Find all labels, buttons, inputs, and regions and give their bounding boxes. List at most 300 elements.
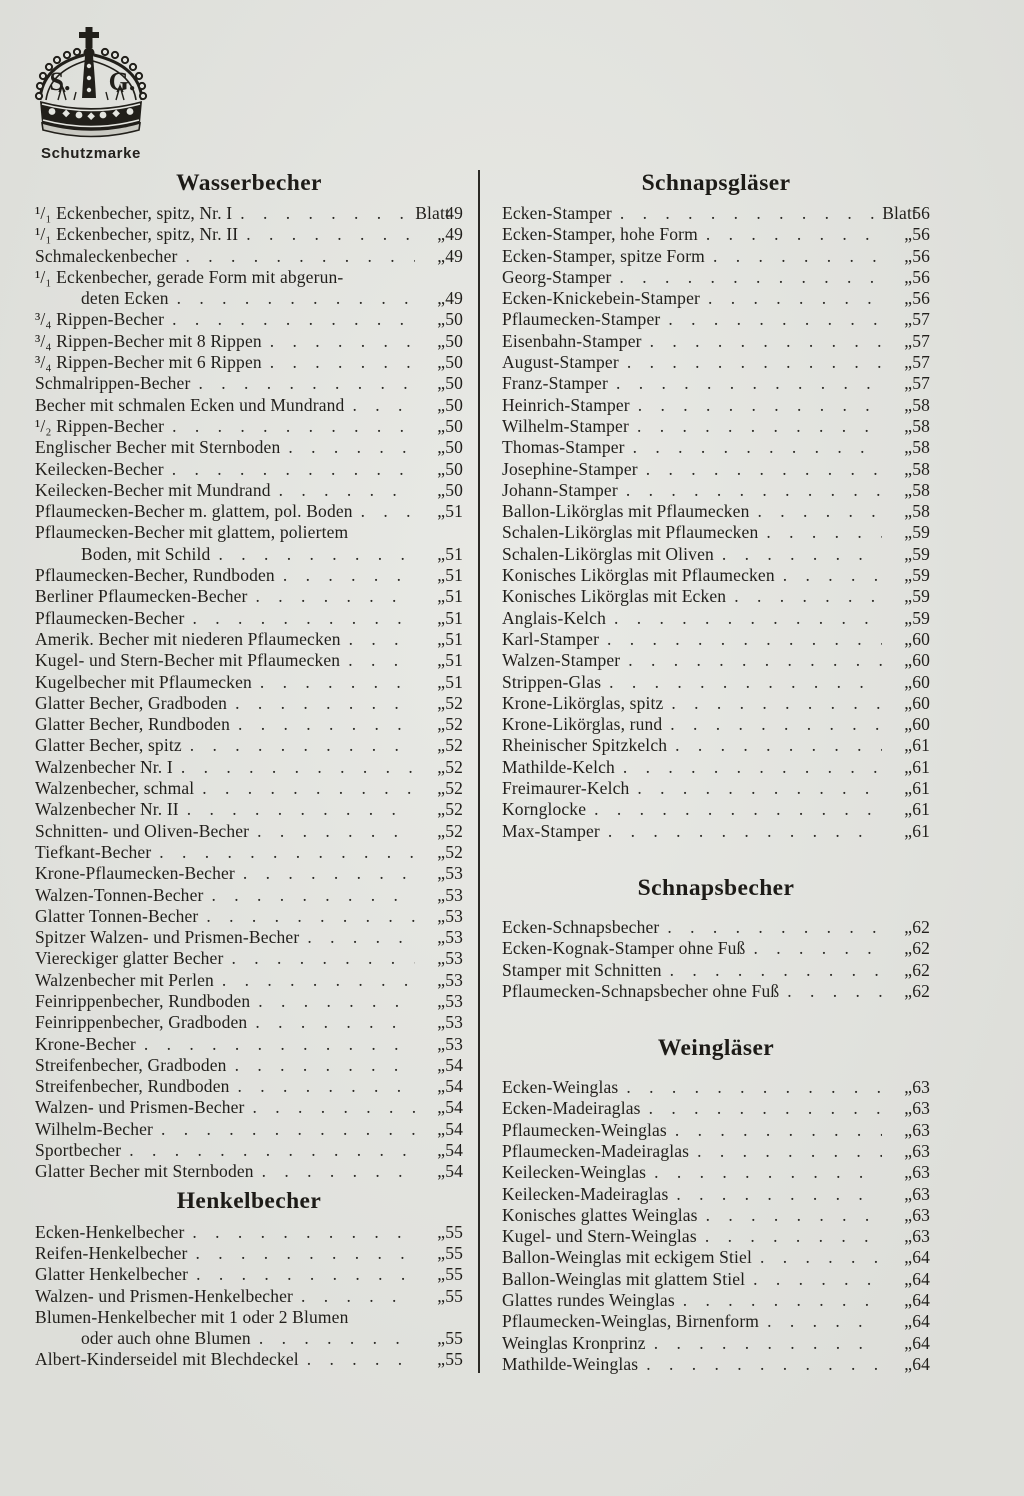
ditto-mark: „	[437, 1076, 446, 1097]
toc-row	[35, 373, 463, 394]
dot-leader	[245, 1097, 416, 1118]
dot-leader	[227, 693, 415, 714]
page-number: 50	[445, 373, 463, 394]
dot-leader	[638, 459, 882, 480]
ditto-mark: „	[437, 990, 446, 1011]
ditto-mark: „	[904, 1247, 913, 1268]
page-number: 57	[912, 373, 930, 394]
toc-item-label: Schalen-Likörglas mit Oliven	[502, 543, 714, 564]
section-heading: Schnapsgläser	[641, 170, 791, 196]
dot-leader	[612, 267, 883, 288]
toc-row	[35, 885, 463, 906]
ditto-mark: „	[904, 1204, 913, 1225]
dot-leader	[210, 544, 415, 565]
toc-row	[502, 693, 930, 714]
toc-item-label: Mathilde-Kelch	[502, 756, 615, 777]
page-number: 50	[445, 309, 463, 330]
page-number: 61	[912, 820, 930, 841]
ditto-mark: „	[904, 959, 913, 980]
toc-row	[35, 948, 463, 969]
ditto-mark: „	[904, 1077, 913, 1098]
dot-leader	[700, 288, 882, 309]
section-heading: Schnapsbecher	[637, 874, 795, 901]
page-number: 56	[912, 224, 930, 245]
toc-item-label: Keilecken-Becher	[35, 458, 164, 479]
toc-row	[502, 1120, 930, 1141]
toc-row	[35, 480, 463, 501]
toc-item-label: Schmalrippen-Becher	[35, 373, 191, 394]
ditto-mark: „	[437, 458, 446, 479]
dot-leader	[630, 395, 882, 416]
toc-row	[502, 565, 930, 586]
toc-item-label: Konisches Likörglas mit Pflaumecken	[502, 565, 775, 586]
page-number: 50	[445, 330, 463, 351]
toc-row	[35, 1328, 463, 1349]
page-number: 51	[445, 628, 463, 649]
toc-row	[35, 331, 463, 352]
toc-item-label: Ecken-Weinglas	[502, 1077, 619, 1098]
toc-item-label: ¹/₂ Rippen-Becher	[35, 415, 165, 436]
toc-row	[35, 906, 463, 927]
ditto-mark: „	[437, 565, 446, 586]
toc-row	[502, 1333, 930, 1354]
toc-item-label: Ecken-Knickebein-Stamper	[502, 288, 700, 309]
page-number: 59	[912, 586, 930, 607]
toc-item-label: Streifenbecher, Rundboden	[35, 1076, 230, 1097]
toc-item-label: Walzenbecher, schmal	[35, 778, 195, 799]
toc-item-label: Glatter Becher, Gradboden	[35, 692, 228, 713]
ditto-mark: „	[437, 373, 446, 394]
dot-leader	[698, 1205, 883, 1226]
toc-row	[35, 1161, 463, 1182]
dot-leader	[121, 1140, 415, 1161]
dot-leader	[184, 1222, 415, 1243]
dot-leader	[663, 693, 882, 714]
ditto-mark: „	[904, 916, 913, 937]
ditto-mark: „	[437, 1285, 446, 1306]
toc-item-label: Kornglocke	[502, 799, 587, 820]
dot-leader	[726, 586, 882, 607]
ditto-mark: „	[904, 692, 913, 713]
dot-leader	[238, 224, 415, 245]
page-number: 56	[912, 266, 930, 287]
page-number: 53	[445, 990, 463, 1011]
toc-row	[502, 714, 930, 735]
toc-item-label: ³/₄ Rippen-Becher mit 8 Rippen	[35, 330, 262, 351]
page-number: 55	[445, 1285, 463, 1306]
toc-item-label: Stamper mit Schnitten	[502, 959, 662, 980]
page-number: 53	[445, 927, 463, 948]
ditto-mark: „	[904, 778, 913, 799]
dot-leader	[749, 501, 882, 522]
toc-row	[35, 608, 463, 629]
page-number: 64	[912, 1311, 930, 1332]
ditto-mark: „	[437, 352, 446, 373]
dot-leader	[254, 1161, 416, 1182]
ditto-mark: „	[437, 479, 446, 500]
page-number: 64	[912, 1353, 930, 1374]
page-number: 60	[912, 628, 930, 649]
toc-row	[502, 629, 930, 650]
toc-row	[502, 373, 930, 394]
ditto-mark: „	[904, 938, 913, 959]
toc-row	[502, 437, 930, 458]
dot-leader	[759, 1311, 882, 1332]
toc-item-label: Glatter Henkelbecher	[35, 1264, 189, 1285]
ditto-mark: „	[904, 224, 913, 245]
dot-leader	[227, 1055, 416, 1076]
dot-leader	[247, 1012, 415, 1033]
toc-item-label: Kugel- und Stern-Becher mit Pflaumecken	[35, 650, 341, 671]
toc-row	[502, 672, 930, 693]
toc-row	[35, 778, 463, 799]
toc-item-label: Konisches Likörglas mit Ecken	[502, 586, 727, 607]
page-number: 52	[445, 778, 463, 799]
toc-item-label: Konisches glattes Weinglas	[502, 1204, 698, 1225]
toc-row	[502, 522, 930, 543]
toc-row	[35, 799, 463, 820]
dot-leader	[667, 1120, 882, 1141]
dot-leader	[251, 1328, 415, 1349]
ditto-mark: „	[904, 352, 913, 373]
ditto-mark: „	[904, 735, 913, 756]
toc-row	[35, 757, 463, 778]
page-number: 50	[445, 415, 463, 436]
toc-row	[35, 1307, 463, 1328]
toc-item-label: Reifen-Henkelbecher	[35, 1242, 188, 1263]
toc-row	[35, 267, 463, 288]
ditto-mark: „	[437, 863, 446, 884]
ditto-mark: „	[904, 1332, 913, 1353]
toc-item-label: Strippen-Glas	[502, 671, 602, 692]
page-number: 61	[912, 778, 930, 799]
dot-leader	[153, 1119, 415, 1140]
page-number: 53	[445, 1012, 463, 1033]
page-number: 52	[445, 735, 463, 756]
toc-row	[35, 352, 463, 373]
dot-leader	[248, 586, 416, 607]
dot-leader	[612, 203, 882, 224]
ditto-mark: „	[437, 1221, 446, 1242]
ditto-mark: „	[904, 373, 913, 394]
toc-item-label: Ecken-Stamper, hohe Form	[502, 224, 698, 245]
ditto-mark: „	[437, 927, 446, 948]
toc-item-label: Becher mit schmalen Ecken und Mundrand	[35, 394, 345, 415]
page-number: 57	[912, 330, 930, 351]
toc-row	[502, 501, 930, 522]
toc-row	[35, 842, 463, 863]
toc-row	[502, 395, 930, 416]
toc-row	[502, 246, 930, 267]
page-number: 55	[445, 1328, 463, 1349]
page-number: 61	[912, 735, 930, 756]
dot-leader	[262, 331, 415, 352]
toc-item-label: Pflaumecken-Becher, Rundboden	[35, 565, 275, 586]
ditto-mark: „	[437, 1328, 446, 1349]
ditto-mark: „	[437, 330, 446, 351]
page-number: 57	[912, 352, 930, 373]
toc-row	[502, 799, 930, 820]
ditto-mark: „	[904, 565, 913, 586]
toc-item-label: ¹/₁ Eckenbecher, spitz, Nr. I	[35, 203, 233, 223]
toc-item-label: Pflaumecken-Becher mit glattem, poliertem	[35, 522, 349, 543]
toc-row	[35, 1286, 463, 1307]
toc-item-label: Krone-Likörglas, rund	[502, 714, 663, 735]
toc-row	[35, 437, 463, 458]
toc-row	[35, 501, 463, 522]
page-number: 54	[445, 1097, 463, 1118]
toc-item-label: Mathilde-Weinglas	[502, 1353, 639, 1374]
page-number: 64	[912, 1247, 930, 1268]
page-number: 63	[912, 1098, 930, 1119]
page-number: 50	[445, 352, 463, 373]
dot-leader	[659, 917, 882, 938]
toc-row	[35, 288, 463, 309]
page-number: 58	[912, 501, 930, 522]
toc-row	[35, 203, 463, 224]
toc-item-label: Englischer Becher mit Sternboden	[35, 437, 281, 458]
ditto-mark: „	[437, 543, 446, 564]
page-number: 62	[912, 980, 930, 1001]
toc-item-label: deten Ecken	[81, 288, 169, 309]
toc-item-label: Boden, mit Schild	[81, 543, 211, 564]
ditto-mark: „	[437, 692, 446, 713]
page-number: 62	[912, 959, 930, 980]
dot-leader	[275, 565, 415, 586]
toc-item-label: Walzen- und Prismen-Henkelbecher	[35, 1285, 294, 1306]
page-number: 49	[445, 245, 463, 266]
toc-row	[502, 224, 930, 245]
page-number: 49	[445, 288, 463, 309]
toc-row	[35, 735, 463, 756]
toc-row	[35, 693, 463, 714]
dot-leader	[169, 288, 416, 309]
toc-row	[35, 1243, 463, 1264]
toc-row	[502, 331, 930, 352]
page-number: 49	[445, 203, 463, 223]
dot-leader	[198, 906, 415, 927]
page-number: 51	[445, 650, 463, 671]
page-number: 63	[912, 1077, 930, 1098]
toc-row	[35, 991, 463, 1012]
dot-leader	[752, 1247, 882, 1268]
toc-item-label: Glattes rundes Weinglas	[502, 1290, 675, 1311]
toc-item-label: Viereckiger glatter Becher	[35, 948, 224, 969]
toc-item-label: ³/₄ Rippen-Becher	[35, 309, 165, 330]
toc-item-label: Sportbecher	[35, 1140, 122, 1161]
toc-item-label: Amerik. Becher mit niederen Pflaumecken	[35, 628, 341, 649]
dot-leader	[698, 224, 882, 245]
toc-item-label: Tiefkant-Becher	[35, 841, 152, 862]
page-number: 51	[445, 543, 463, 564]
ditto-mark: „	[437, 394, 446, 415]
page-number: 49	[445, 224, 463, 245]
dot-leader	[675, 1290, 882, 1311]
ditto-mark: „	[904, 437, 913, 458]
dot-leader	[299, 927, 415, 948]
toc-item-label: Krone-Likörglas, spitz	[502, 692, 664, 713]
dot-leader	[618, 1077, 882, 1098]
page-number: 58	[912, 437, 930, 458]
toc-item-label: Josephine-Stamper	[502, 458, 638, 479]
page-number: 51	[445, 607, 463, 628]
dot-leader	[293, 1286, 415, 1307]
page-number: 52	[445, 841, 463, 862]
dot-leader	[641, 1098, 883, 1119]
toc-row	[35, 224, 463, 245]
page-number: 63	[912, 1140, 930, 1161]
page-number: 59	[912, 522, 930, 543]
trademark-logo	[28, 24, 154, 162]
toc-row	[35, 970, 463, 991]
toc-item-label: ¹/₁ Eckenbecher, gerade Form mit abgerun-	[35, 266, 344, 287]
toc-item-label: Keilecken-Weinglas	[502, 1162, 647, 1183]
toc-row	[35, 544, 463, 565]
ditto-mark: „	[437, 628, 446, 649]
ditto-mark: „	[904, 288, 913, 309]
toc-row	[35, 395, 463, 416]
ditto-mark: „	[904, 1140, 913, 1161]
toc-item-label: Walzenbecher mit Perlen	[35, 969, 214, 990]
toc-item-label: oder auch ohne Blumen	[81, 1328, 251, 1349]
dot-leader	[646, 1333, 883, 1354]
toc-row	[35, 246, 463, 267]
toc-item-label: Walzen-Tonnen-Becher	[35, 884, 204, 905]
ditto-mark: „	[904, 820, 913, 841]
dot-leader	[280, 437, 415, 458]
toc-row	[35, 863, 463, 884]
toc-item-label: Kugel- und Stern-Weinglas	[502, 1226, 697, 1247]
toc-row	[502, 309, 930, 330]
ditto-mark: „	[904, 1353, 913, 1374]
dot-leader	[714, 544, 882, 565]
toc-item-label: Max-Stamper	[502, 820, 600, 841]
right-column	[502, 170, 930, 1375]
toc-row	[502, 608, 930, 629]
ditto-mark: „	[437, 245, 446, 266]
page-number: 56	[912, 288, 930, 309]
dot-leader	[203, 885, 415, 906]
ditto-mark: „	[904, 330, 913, 351]
toc-row	[502, 586, 930, 607]
ditto-mark: „	[904, 543, 913, 564]
dot-leader	[620, 650, 882, 671]
dot-leader	[230, 714, 415, 735]
dot-leader	[606, 608, 882, 629]
ditto-mark: „	[437, 1118, 446, 1139]
ditto-mark: „	[437, 799, 446, 820]
toc-row	[35, 1222, 463, 1243]
toc-item-label: Feinrippenbecher, Rundboden	[35, 990, 251, 1011]
page-number: 51	[445, 671, 463, 692]
page-number: 53	[445, 948, 463, 969]
toc-row	[502, 1354, 930, 1375]
toc-item-label: Rheinischer Spitzkelch	[502, 735, 668, 756]
toc-item-label: Glatter Tonnen-Becher	[35, 905, 199, 926]
dot-leader	[188, 1264, 415, 1285]
toc-item-label: Franz-Stamper	[502, 373, 608, 394]
toc-item-label: Glatter Becher, Rundboden	[35, 714, 231, 735]
page-number: 54	[445, 1054, 463, 1075]
dot-leader	[194, 778, 415, 799]
dot-leader	[179, 799, 415, 820]
logo-initial-left: S.	[49, 67, 71, 96]
ditto-mark: „	[904, 1183, 913, 1204]
toc-row	[502, 650, 930, 671]
toc-item-label: Ecken-Henkelbecher	[35, 1221, 185, 1242]
ditto-mark: „	[437, 224, 446, 245]
toc-row	[502, 1141, 930, 1162]
page-number: 50	[445, 394, 463, 415]
dot-leader	[638, 1354, 882, 1375]
page-number: 50	[445, 458, 463, 479]
ditto-mark: „	[904, 1226, 913, 1247]
toc-row	[502, 1205, 930, 1226]
toc-item-label: Keilecken-Becher mit Mundrand	[35, 479, 271, 500]
page-number: 59	[912, 543, 930, 564]
toc-item-label: Ecken-Stamper, spitze Form	[502, 245, 705, 266]
toc-row	[35, 650, 463, 671]
toc-item-label: Glatter Becher, spitz	[35, 735, 182, 756]
toc-item-label: Schnitten- und Oliven-Becher	[35, 820, 250, 841]
ditto-mark: „	[904, 799, 913, 820]
toc-row	[35, 629, 463, 650]
dot-leader	[299, 1349, 415, 1370]
toc-item-label: Berliner Pflaumecken-Becher	[35, 586, 248, 607]
ditto-mark: „	[437, 841, 446, 862]
ditto-mark: „	[437, 884, 446, 905]
ditto-mark: „	[437, 714, 446, 735]
page-number: 50	[445, 437, 463, 458]
toc-row	[35, 309, 463, 330]
ditto-mark: „	[904, 501, 913, 522]
page-number: 58	[912, 458, 930, 479]
dot-leader	[164, 416, 415, 437]
dot-leader	[353, 501, 416, 522]
toc-row	[502, 416, 930, 437]
toc-item-label: Blumen-Henkelbecher mit 1 oder 2 Blumen	[35, 1306, 349, 1327]
dot-leader	[642, 331, 883, 352]
ditto-mark: „	[904, 671, 913, 692]
blatt-ref: Blatt	[882, 203, 917, 223]
ditto-mark: „	[904, 1268, 913, 1289]
ditto-mark: „	[904, 245, 913, 266]
dot-leader	[190, 373, 415, 394]
ditto-mark: „	[904, 756, 913, 777]
toc-item-label: Albert-Kinderseidel mit Blechdeckel	[35, 1349, 299, 1370]
section-heading: Wasserbecher	[176, 170, 322, 196]
page-number: 53	[445, 884, 463, 905]
toc-row	[502, 352, 930, 373]
page-number: 56	[912, 203, 930, 223]
toc-row	[35, 522, 463, 543]
dot-leader	[599, 629, 882, 650]
toc-item-label: Spitzer Walzen- und Prismen-Becher	[35, 927, 300, 948]
dot-leader	[188, 1243, 416, 1264]
page-number: 63	[912, 1204, 930, 1225]
toc-item-label: Schmaleckenbecher	[35, 245, 178, 266]
page-number: 50	[445, 479, 463, 500]
toc-item-label: Ballon-Weinglas mit glattem Stiel	[502, 1268, 746, 1289]
toc-item-label: Keilecken-Madeiraglas	[502, 1183, 669, 1204]
ditto-mark: „	[437, 1264, 446, 1285]
dot-leader	[618, 480, 882, 501]
toc-item-label: Streifenbecher, Gradboden	[35, 1054, 227, 1075]
toc-item-label: Ecken-Madeiraglas	[502, 1098, 641, 1119]
toc-item-label: Pflaumecken-Weinglas, Birnenform	[502, 1311, 760, 1332]
toc-row	[502, 544, 930, 565]
dot-leader	[344, 395, 415, 416]
